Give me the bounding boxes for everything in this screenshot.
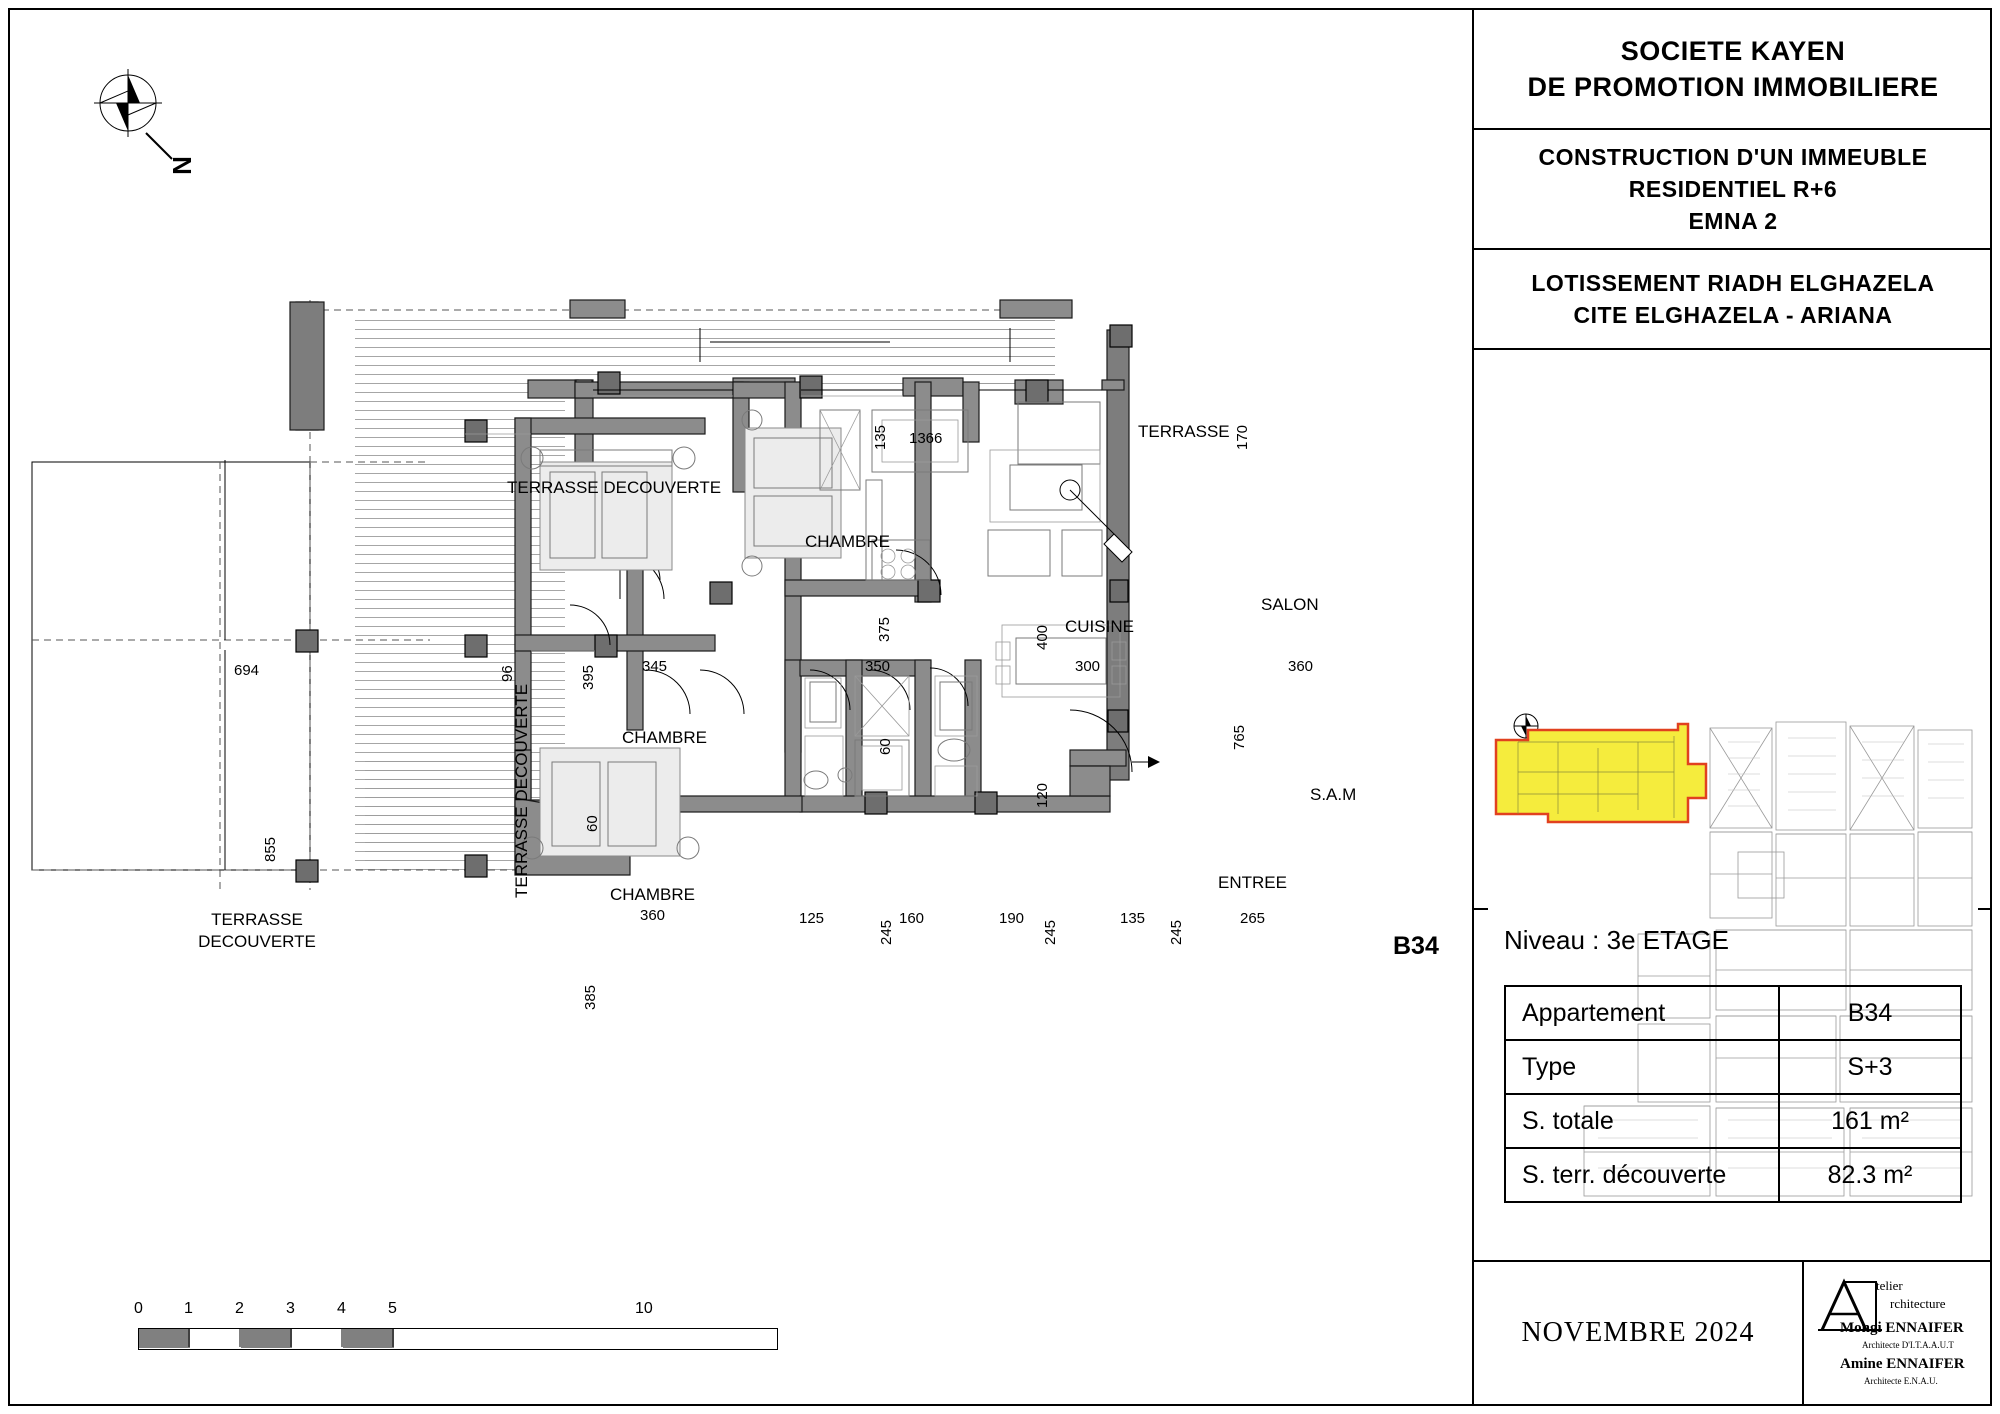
plan-geometry bbox=[10, 10, 1470, 1270]
label-terrasse-decouverte-big-2: DECOUVERTE bbox=[198, 932, 316, 951]
label-terrasse-decouverte-top: TERRASSE DECOUVERTE bbox=[507, 478, 722, 497]
dim-400: 400 bbox=[1034, 624, 1051, 650]
info-row-surface-totale bbox=[1506, 1095, 1960, 1149]
label-cuisine: CUISINE bbox=[1065, 617, 1134, 636]
scale-tick-0: 0 bbox=[134, 1300, 143, 1317]
architect-sub-2: Architecte E.N.A.U. bbox=[1864, 1376, 1938, 1386]
dim-245-b: 245 bbox=[1042, 919, 1059, 945]
scale-bar bbox=[134, 1300, 778, 1370]
info-key-surface-terrasse: S. terr. découverte bbox=[1522, 1160, 1727, 1189]
dim-765: 765 bbox=[1231, 724, 1248, 750]
dim-96: 96 bbox=[499, 665, 516, 682]
dim-135-b: 135 bbox=[1120, 910, 1146, 927]
info-row-appartement bbox=[1506, 987, 1960, 1041]
scale-tick-2: 2 bbox=[235, 1300, 244, 1317]
key-plan-block bbox=[1474, 350, 1992, 910]
dim-265: 265 bbox=[1240, 910, 1266, 927]
date-label: NOVEMBRE 2024 bbox=[1521, 1317, 1755, 1348]
company-line-1: SOCIETE KAYEN bbox=[1620, 36, 1846, 66]
scale-tick-5: 5 bbox=[388, 1300, 397, 1317]
date-block bbox=[1474, 1260, 1804, 1404]
info-key-appartement: Appartement bbox=[1522, 998, 1666, 1027]
title-block bbox=[1472, 10, 1990, 1404]
label-entree: ENTREE bbox=[1218, 873, 1287, 892]
dim-345: 345 bbox=[642, 658, 668, 675]
project-line-1: CONSTRUCTION D'UN IMMEUBLE bbox=[1538, 144, 1928, 170]
info-key-surface-totale: S. totale bbox=[1522, 1106, 1614, 1135]
info-value-type: S+3 bbox=[1778, 1041, 1960, 1093]
info-row-type bbox=[1506, 1041, 1960, 1095]
dim-360-chambre: 360 bbox=[640, 907, 666, 924]
dim-245-c: 245 bbox=[1168, 919, 1185, 945]
level-block bbox=[1474, 910, 1992, 970]
company-line-2: DE PROMOTION IMMOBILIERE bbox=[1527, 72, 1939, 102]
north-label: N bbox=[166, 156, 197, 175]
apartment-tag: B34 bbox=[1393, 932, 1439, 960]
label-chambre-bottom: CHAMBRE bbox=[610, 885, 696, 904]
dim-135: 135 bbox=[872, 424, 889, 450]
atelier-text: telier bbox=[1876, 1278, 1903, 1293]
apartment-info-table bbox=[1504, 985, 1962, 1203]
dim-395: 395 bbox=[580, 664, 597, 690]
location-block bbox=[1474, 250, 1992, 350]
dim-694: 694 bbox=[234, 662, 260, 679]
level-label: Niveau : 3e ETAGE bbox=[1504, 924, 1729, 955]
info-value-appartement: B34 bbox=[1778, 987, 1960, 1039]
scale-tick-4: 4 bbox=[337, 1300, 346, 1317]
architect-name-1: Mongi ENNAIFER bbox=[1840, 1320, 1964, 1336]
dim-60-a: 60 bbox=[584, 815, 601, 832]
project-block bbox=[1474, 130, 1992, 250]
scale-tick-3: 3 bbox=[286, 1300, 295, 1317]
dim-170: 170 bbox=[1234, 424, 1251, 450]
label-chambre-top: CHAMBRE bbox=[805, 532, 891, 551]
dim-360-salon: 360 bbox=[1288, 658, 1314, 675]
project-line-3: EMNA 2 bbox=[1688, 208, 1778, 234]
label-terrasse-top-right: TERRASSE bbox=[1138, 422, 1230, 441]
floor-plan-drawing bbox=[10, 10, 1470, 1404]
dim-385: 385 bbox=[582, 984, 599, 1010]
info-value-surface-terrasse: 82.3 m² bbox=[1778, 1149, 1960, 1201]
info-value-surface-totale: 161 m² bbox=[1778, 1095, 1960, 1147]
info-key-type: Type bbox=[1522, 1052, 1577, 1081]
label-salon: SALON bbox=[1261, 595, 1319, 614]
label-sam: S.A.M bbox=[1310, 785, 1357, 804]
dim-375: 375 bbox=[876, 616, 893, 642]
dim-120: 120 bbox=[1034, 782, 1051, 808]
dim-245-a: 245 bbox=[878, 919, 895, 945]
dim-160: 160 bbox=[899, 910, 925, 927]
scale-tick-10: 10 bbox=[635, 1300, 653, 1317]
architect-sub-1: Architecte D'I.T.A.A.U.T bbox=[1862, 1340, 1954, 1350]
label-terrasse-decouverte-big-1: TERRASSE bbox=[211, 910, 303, 929]
dim-60-b: 60 bbox=[877, 738, 894, 755]
project-line-2: RESIDENTIEL R+6 bbox=[1628, 176, 1838, 202]
architect-name-2: Amine ENNAIFER bbox=[1840, 1356, 1965, 1372]
architect-logo-block bbox=[1804, 1260, 1992, 1404]
scale-bar-numbers bbox=[134, 1300, 778, 1322]
dim-1366: 1366 bbox=[909, 430, 943, 447]
label-chambre-left: CHAMBRE bbox=[622, 728, 708, 747]
dim-350: 350 bbox=[865, 658, 891, 675]
scale-tick-1: 1 bbox=[184, 1300, 193, 1317]
dim-125: 125 bbox=[799, 910, 825, 927]
location-line-1: LOTISSEMENT RIADH ELGHAZELA bbox=[1531, 270, 1935, 296]
label-terrasse-decouverte-vertical: TERRASSE DECOUVERTE bbox=[512, 683, 531, 898]
dim-300: 300 bbox=[1075, 658, 1101, 675]
architecture-text: rchitecture bbox=[1890, 1296, 1946, 1311]
company-block bbox=[1474, 10, 1992, 130]
dim-855: 855 bbox=[262, 836, 279, 862]
location-line-2: CITE ELGHAZELA - ARIANA bbox=[1573, 302, 1893, 328]
dim-190: 190 bbox=[999, 910, 1025, 927]
info-row-surface-terrasse bbox=[1506, 1149, 1960, 1203]
